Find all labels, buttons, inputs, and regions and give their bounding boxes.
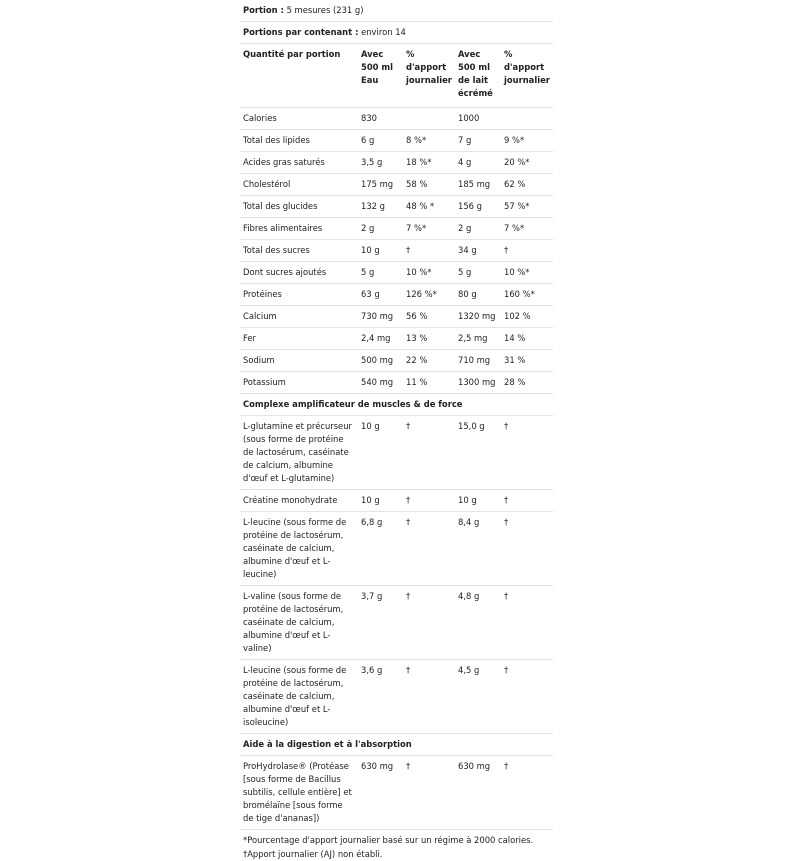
value-milk: 156 g: [455, 195, 501, 217]
header-with-water: Avec 500 ml Eau: [358, 44, 403, 107]
section-digestion: [240, 733, 553, 755]
daily-value-milk: 160 %*: [501, 283, 553, 305]
ingredient-row: [240, 755, 553, 829]
nutrient-name: L-glutamine et précurseur (sous forme de protéine de lactosérum, caséinate de calcium, albumine d'œuf et L-glutamine): [240, 415, 358, 489]
value-water: 2,4 mg: [358, 327, 403, 349]
daily-value-milk: 31 %: [501, 349, 553, 371]
value-water: 500 mg: [358, 349, 403, 371]
daily-value-water: 22 %: [403, 349, 455, 371]
value-milk: 34 g: [455, 239, 501, 261]
daily-value-milk: 7 %*: [501, 217, 553, 239]
value-water: 132 g: [358, 195, 403, 217]
footnote-daily-value: *Pourcentage d'apport journalier basé sur un régime à 2000 calories.: [243, 834, 534, 845]
daily-value-water: 13 %: [403, 327, 455, 349]
nutrient-name: L-valine (sous forme de protéine de lactosérum, caséinate de calcium, albumine d'œuf et L-valine): [240, 585, 358, 659]
ingredient-row: [240, 489, 553, 511]
daily-value-milk: †: [501, 489, 553, 511]
value-milk: 4,5 g: [455, 659, 501, 733]
daily-value-water: [403, 107, 455, 129]
value-milk: 15,0 g: [455, 415, 501, 489]
ingredient-row: [240, 659, 553, 733]
daily-value-water: †: [403, 585, 455, 659]
nutrient-row: [240, 107, 553, 129]
value-water: 540 mg: [358, 371, 403, 393]
ingredient-row: [240, 585, 553, 659]
section-muscle-strength: [240, 393, 553, 415]
daily-value-water: 18 %*: [403, 151, 455, 173]
value-milk: 630 mg: [455, 755, 501, 829]
value-milk: 4,8 g: [455, 585, 501, 659]
value-milk: 8,4 g: [455, 511, 501, 585]
value-milk: 185 mg: [455, 173, 501, 195]
daily-value-milk: [501, 107, 553, 129]
nutrition-facts-table: [240, 0, 553, 861]
nutrient-name: Dont sucres ajoutés: [240, 261, 358, 283]
value-water: 2 g: [358, 217, 403, 239]
daily-value-water: 11 %: [403, 371, 455, 393]
daily-value-water: 8 %*: [403, 129, 455, 151]
nutrient-row: [240, 327, 553, 349]
value-milk: 1320 mg: [455, 305, 501, 327]
daily-value-water: 48 % *: [403, 195, 455, 217]
daily-value-water: †: [403, 659, 455, 733]
daily-value-milk: 102 %: [501, 305, 553, 327]
daily-value-milk: 28 %: [501, 371, 553, 393]
value-milk: 1000: [455, 107, 501, 129]
daily-value-water: †: [403, 415, 455, 489]
daily-value-milk: 10 %*: [501, 261, 553, 283]
portions-per-container-line: [240, 22, 553, 44]
nutrient-row: [240, 305, 553, 327]
daily-value-milk: †: [501, 755, 553, 829]
value-milk: 5 g: [455, 261, 501, 283]
value-water: 5 g: [358, 261, 403, 283]
daily-value-water: 7 %*: [403, 217, 455, 239]
daily-value-milk: 14 %: [501, 327, 553, 349]
nutrient-name: Total des lipides: [240, 129, 358, 151]
value-water: 3,5 g: [358, 151, 403, 173]
value-milk: 710 mg: [455, 349, 501, 371]
nutrient-name: L-leucine (sous forme de protéine de lactosérum, caséinate de calcium, albumine d'œuf et L-isoleucine): [240, 659, 358, 733]
daily-value-water: †: [403, 511, 455, 585]
nutrient-name: Acides gras saturés: [240, 151, 358, 173]
value-milk: 1300 mg: [455, 371, 501, 393]
footnote-not-established: †Apport journalier (AJ) non établi.: [243, 848, 383, 859]
value-milk: 2 g: [455, 217, 501, 239]
value-water: 3,6 g: [358, 659, 403, 733]
daily-value-water: †: [403, 755, 455, 829]
nutrient-name: Fer: [240, 327, 358, 349]
daily-value-milk: †: [501, 585, 553, 659]
nutrient-row: [240, 129, 553, 151]
value-water: 830: [358, 107, 403, 129]
nutrient-name: Cholestérol: [240, 173, 358, 195]
section-title: Complexe amplificateur de muscles & de force: [240, 393, 553, 415]
nutrient-name: Calcium: [240, 305, 358, 327]
value-water: 10 g: [358, 489, 403, 511]
nutrient-row: [240, 371, 553, 393]
daily-value-milk: †: [501, 415, 553, 489]
ingredient-row: [240, 511, 553, 585]
daily-value-milk: 9 %*: [501, 129, 553, 151]
daily-value-milk: 57 %*: [501, 195, 553, 217]
daily-value-water: †: [403, 239, 455, 261]
portion-label: Portion :: [243, 5, 284, 15]
header-daily-value-water: % d'apport journalier: [403, 44, 455, 107]
daily-value-milk: †: [501, 511, 553, 585]
daily-value-milk: †: [501, 659, 553, 733]
nutrient-row: [240, 261, 553, 283]
portion-value: 5 mesures (231 g): [286, 5, 364, 15]
value-water: 175 mg: [358, 173, 403, 195]
daily-value-water: 56 %: [403, 305, 455, 327]
value-water: 6 g: [358, 129, 403, 151]
nutrient-name: Potassium: [240, 371, 358, 393]
daily-value-milk: 62 %: [501, 173, 553, 195]
daily-value-water: 10 %*: [403, 261, 455, 283]
nutrient-name: ProHydrolase® (Protéase [sous forme de Bacillus subtilis, cellule entière] et bromélaïne [sous forme de tige d'ananas]): [240, 755, 358, 829]
nutrients-table: [240, 44, 553, 830]
nutrient-row: [240, 217, 553, 239]
nutrient-row: [240, 283, 553, 305]
nutrient-row: [240, 239, 553, 261]
nutrient-name: Protéines: [240, 283, 358, 305]
header-daily-value-milk: % d'apport journalier: [501, 44, 553, 107]
value-milk: 2,5 mg: [455, 327, 501, 349]
daily-value-water: †: [403, 489, 455, 511]
value-milk: 80 g: [455, 283, 501, 305]
value-water: 730 mg: [358, 305, 403, 327]
header-row: [240, 44, 553, 107]
header-quantity: Quantité par portion: [240, 44, 358, 107]
nutrient-name: Sodium: [240, 349, 358, 371]
nutrient-row: [240, 195, 553, 217]
portions-per-container-label: Portions par contenant :: [243, 27, 359, 37]
value-milk: 4 g: [455, 151, 501, 173]
value-water: 10 g: [358, 239, 403, 261]
nutrient-name: Fibres alimentaires: [240, 217, 358, 239]
nutrient-name: Total des glucides: [240, 195, 358, 217]
value-water: 10 g: [358, 415, 403, 489]
portions-per-container-value: environ 14: [361, 27, 406, 37]
portion-line: [240, 0, 553, 22]
daily-value-milk: †: [501, 239, 553, 261]
nutrient-row: [240, 173, 553, 195]
nutrient-row: [240, 151, 553, 173]
value-water: 3,7 g: [358, 585, 403, 659]
value-water: 630 mg: [358, 755, 403, 829]
section-title: Aide à la digestion et à l'absorption: [240, 733, 553, 755]
header-with-skim-milk: Avec 500 ml de lait écrémé: [455, 44, 501, 107]
daily-value-milk: 20 %*: [501, 151, 553, 173]
value-water: 63 g: [358, 283, 403, 305]
value-water: 6,8 g: [358, 511, 403, 585]
nutrient-name: Calories: [240, 107, 358, 129]
daily-value-water: 58 %: [403, 173, 455, 195]
value-milk: 10 g: [455, 489, 501, 511]
nutrient-name: Total des sucres: [240, 239, 358, 261]
daily-value-water: 126 %*: [403, 283, 455, 305]
nutrient-name: L-leucine (sous forme de protéine de lactosérum, caséinate de calcium, albumine d'œuf et L-leucine): [240, 511, 358, 585]
ingredient-row: [240, 415, 553, 489]
value-milk: 7 g: [455, 129, 501, 151]
nutrient-name: Créatine monohydrate: [240, 489, 358, 511]
nutrient-row: [240, 349, 553, 371]
